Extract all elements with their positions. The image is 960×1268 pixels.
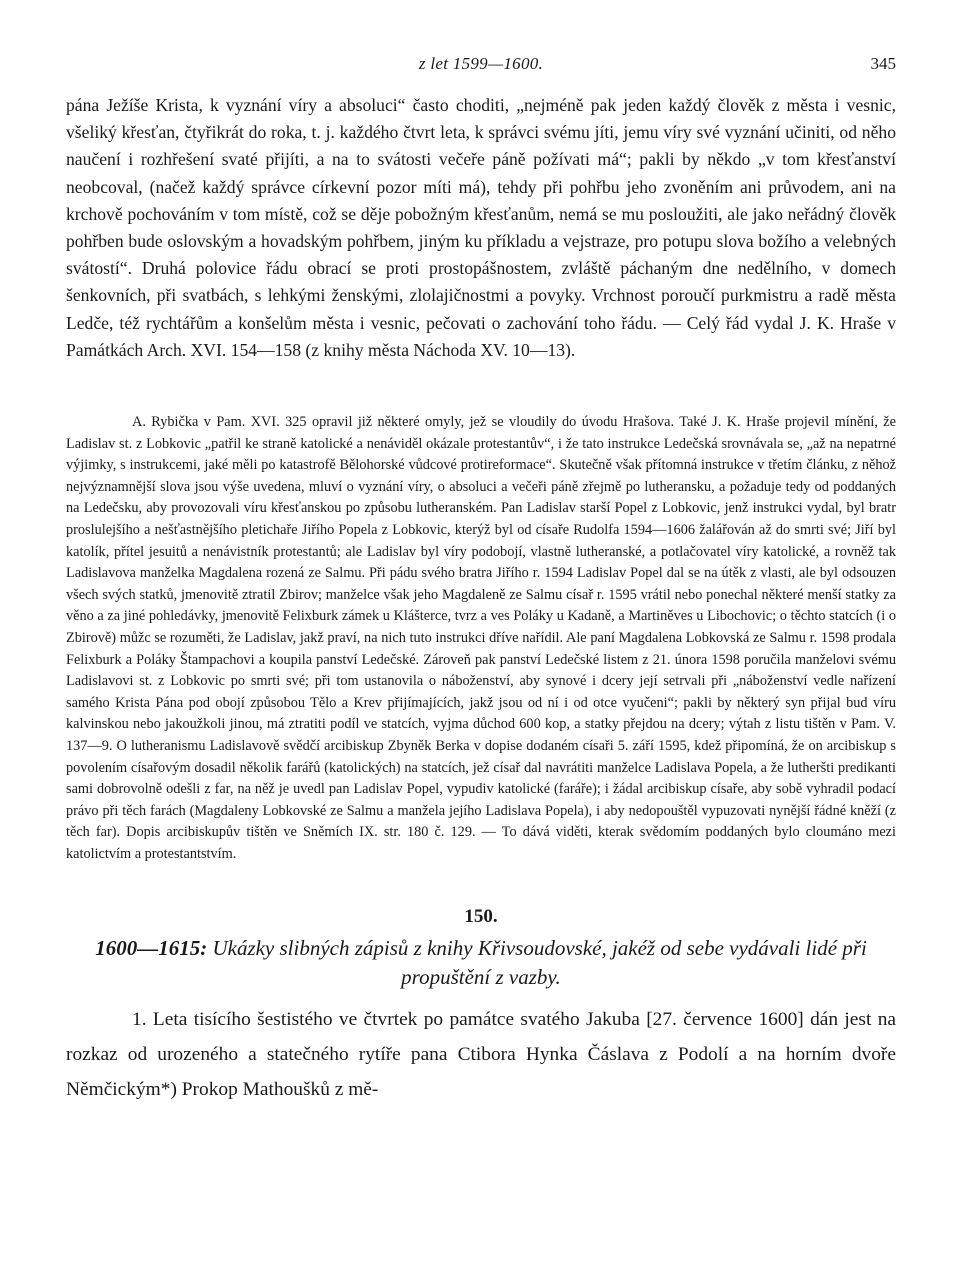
section-body (66, 1002, 896, 1107)
running-title: z let 1599—1600. (418, 54, 544, 73)
commentary-paragraph: A. Rybička v Pam. XVI. 325 opravil již některé omyly, jež se vloudily do úvodu Hrašova. Také J. K. Hraše projevil mínění, že Ladislav st. z Lobkovic „patřil ke straně katolické a nenáviděl okázale protestantův“, i že tato instrukce Ledečská srovnávala se, „až na nepatrné výjimky, s instrukcemi, jaké měli po katastrofě Bělohorské vůdcové protireformace“. Skutečně však přítomná instrukce v třetím článku, z něhož nejvýznamnější slova jsou výše uvedena, mluví o vyznání víry, o absoluci a večeři páně zřejmě po lutheransku, a požaduje tedy od poddaných na Ledečsku, aby provozovali víru křesťanskou po způsobu lutheranském. Pan Ladislav starší Popel z Lobkovic, jenž instrukci vydal, byl bratr proslulejšího a nešťastnějšího pletichaře Jiřího Popela z Lobkovic, kterýž byl od císaře Rudolfa 1594—1606 žalářován až do smrti své; Jiří byl katolík, přítel jesuitů a nenávistník protestantů; ale Ladislav byl víry podobojí, vlastně lutheranské, a potlačovatel víry katolické, a rovněž tak Ladislavova manželka Magdalena rozená ze Salmu. Při pádu svého bratra Jiřího r. 1594 Ladislav Popel dal se na útěk z vlasti, ale byl odsouzen všech svých statků, jmenovitě ztratil Zbirov; manželce však jeho Magdaleně ze Salmu císař r. 1595 vrátil nebo ponechal některé menší statky za věno a za jiné pohledávky, jmenovitě Felixburk zámek u Klášterce, tvrz a ves Poláky u Kadaně, a Martiněves u Libochovic; o těchto statcích (i o Zbirově) můžc se rozuměti, že Ladislav, jakž praví, na nich tuto instrukci dříve nařídil. Ale paní Magdalena Lobkovská ze Salmu r. 1598 prodala Felixburk a Poláky Štampachovi a koupila panství Ledečské. Zároveň pak panství Ledečské listem z 21. února 1598 poručila manželovi svému Ladislavovi st. z Lobkovic po smrti své; při tom ustanovila o náboženství, aby synové i dcery její setrvali při „náboženství vedle nařízení samého Krista Pána pod obojí způsobou Tělo a Krev přijímajících, jakž jsou od ní i od otce vyučeni“; pakli by některý syn přijal bud víru kalvinskou nebo jakoužkoli jinou, má ztratiti podíl ve statcích, vyjma důchod 600 kop, a statky přejdou na dcery; výtah z listu tištěn v Pam. V. 137—9. O lutheranismu Ladislavově svědčí arcibiskup Zbyněk Berka v dopise dodaném císaři 5. září 1595, kdež připomíná, že on arcibiskup s povolením císařovým dosadil několik farářů (katolických) na statcích, jež císař dal navrátiti manželce Ladislava Popela, a že lutheršti predikanti sami dobrovolně odešli z far, na něž je uvedl pan Ladislav Popel, vypudiv katolické (faráře); i žádal arcibiskup císaře, aby sobě vyhradil podací právo při těch farách (Magdaleny Lobkovské ze Salmu a manžela jejího Ladislava Popela), i aby nedopouštěl vypuzovati nynější řádné kněží (z těch far). Dopis arcibiskupův tištěn ve Sněmích IX. str. 180 č. 129. — To dává viděti, kterak svědomím poddaných bylo cloumáno mezi katolictvím a protestantstvím. (66, 414, 896, 862)
section-number: 150. (464, 906, 498, 927)
main-paragraph: pána Ježíše Krista, k vyznání víry a absoluci“ často choditi, „nejméně pak jeden každý člověk z města i vesnic, všeliký křesťan, čtyřikrát do roka, t. j. každého čtvrt leta, k správci svému jíti, jemu víry své vyznání učiniti, od něho naučení i rozhřešení svaté přijíti, a na to svátosti večeře páně požívati má“; pakli by někdo „v tom křesťanství neobcoval, (načež každý správce církevní pozor míti má), tehdy při pohřbu jeho zvoněním ani průvodem, ani na krchově pochováním v tom místě, což se děje pobožným křesťanům, nemá se mu posloužiti, ale jako neřádný člověk pohřben bude oslovským a hovadským pohřbem, jiným ku příkladu a vejstraze, pro potupu slova božího a velebných svátostí“. Druhá polovice řádu obrací se proti prostopášnostem, zvláště páchaným dne nedělního, v domech šenkovních, při svatbách, s lehkými ženskými, zlolajičnostmi a povyky. Vrchnost poroučí purkmistru a radě města Ledče, též rychtářům a konšelům města i vesnic, pečovati o zachování toho řádu. — Celý řád vydal J. K. Hraše v Památkách Arch. XVI. 154—158 (z knihy města Náchoda XV. 10—13). (66, 95, 896, 360)
section-paragraph: 1. Leta tisícího šestistého ve čtvrtek po památce svatého Jakuba [27. července 1600] dán jest na rozkaz od urozeného a statečného rytíře pana Ctibora Hynka Čáslava z Podolí a na horním dvoře Němčickým*) Prokop Mathoušků z mě- (66, 1009, 896, 1100)
section-title-dates: 1600—1615: (95, 936, 208, 960)
page-number: 345 (870, 54, 896, 73)
commentary-block (66, 412, 896, 865)
main-text-block (66, 92, 896, 364)
section-title (66, 934, 896, 992)
section-title-text: Ukázky slibných zápisů z knihy Křivsoudovské, jakéž od sebe vydávali lidé při propuštění z vazby. (212, 936, 867, 989)
page-header (66, 54, 896, 78)
